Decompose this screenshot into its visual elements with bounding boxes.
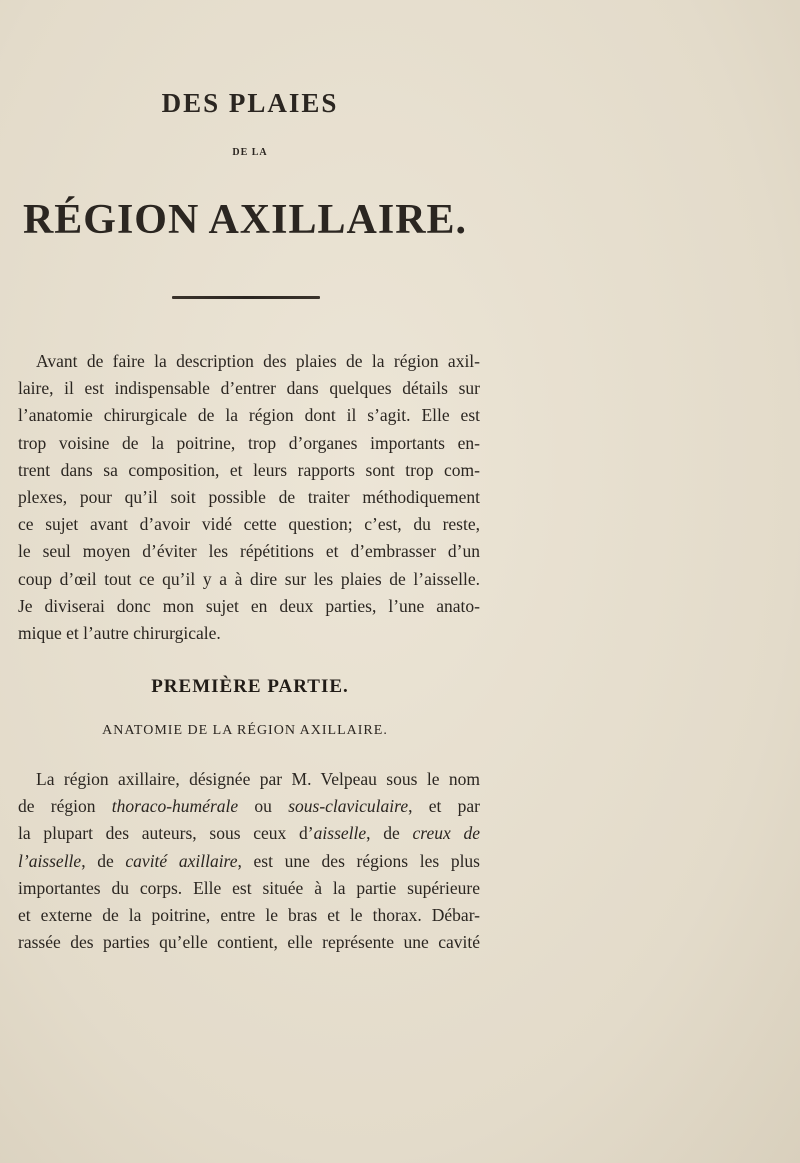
italic-term: aisselle xyxy=(313,823,367,844)
section-heading: ANATOMIE DE LA RÉGION AXILLAIRE. xyxy=(102,723,388,738)
title-divider xyxy=(172,296,320,299)
text-run: , de xyxy=(81,850,126,871)
paragraph-line: ce sujet avant d’avoir vidé cette question; c’est, du reste, xyxy=(18,514,480,535)
paragraph-line: La région axillaire, désignée par M. Velpeau sous le nom xyxy=(36,769,480,789)
paragraph-line: laire, il est indispensable d’entrer dans quelques détails sur xyxy=(18,378,480,399)
paragraph-line: le seul moyen d’éviter les répétitions et d’embrasser d’un xyxy=(18,541,480,562)
italic-term: l’aisselle xyxy=(18,850,82,871)
italic-term: creux de xyxy=(412,823,481,844)
paragraph-line: trop voisine de la poitrine, trop d’organes importants en- xyxy=(18,432,480,453)
anatomy-paragraph xyxy=(18,766,480,956)
italic-term: thoraco-humérale xyxy=(111,796,239,817)
paragraph-line xyxy=(18,793,480,820)
part-heading: PREMIÈRE PARTIE. xyxy=(151,676,349,697)
paragraph-line xyxy=(18,848,480,875)
page-title: DES PLAIES xyxy=(161,88,339,118)
text-run: , est une des régions les plus xyxy=(237,850,480,871)
title-connector: DE LA xyxy=(232,147,268,158)
paragraph-line: importantes du corps. Elle est située à la partie supérieure xyxy=(18,877,480,898)
paragraph-line: Je diviserai donc mon sujet en deux parties, l’une anato- xyxy=(18,595,480,616)
paragraph-line xyxy=(18,820,480,847)
paragraph-line: coup d’œil tout ce qu’il y a à dire sur les plaies de l’aisselle. xyxy=(18,568,480,589)
paragraph-line: mique et l’autre chirurgicale. xyxy=(18,623,221,644)
italic-term: cavité axillaire xyxy=(125,850,238,871)
paragraph-line: et externe de la poitrine, entre le bras et le thorax. Débar- xyxy=(18,905,480,926)
paragraph-line: trent dans sa composition, et leurs rapports sont trop com- xyxy=(18,459,480,480)
italic-term: sous-claviculaire xyxy=(288,796,409,817)
text-run: , et par xyxy=(408,796,480,817)
title-region: RÉGION AXILLAIRE. xyxy=(22,197,468,243)
text-run: la plupart des auteurs, sous ceux d’ xyxy=(18,823,314,844)
paragraph-line: rassée des parties qu’elle contient, elle représente une cavité xyxy=(18,932,480,953)
text-run: de région xyxy=(18,796,112,817)
paragraph-line: Avant de faire la description des plaies de la région axil- xyxy=(36,351,480,371)
paragraph-line: l’anatomie chirurgicale de la région dont il s’agit. Elle est xyxy=(18,405,480,426)
paragraph-line: plexes, pour qu’il soit possible de traiter méthodiquement xyxy=(18,487,480,508)
text-run: ou xyxy=(238,796,289,817)
text-run: , de xyxy=(366,823,413,844)
intro-paragraph xyxy=(18,348,480,647)
